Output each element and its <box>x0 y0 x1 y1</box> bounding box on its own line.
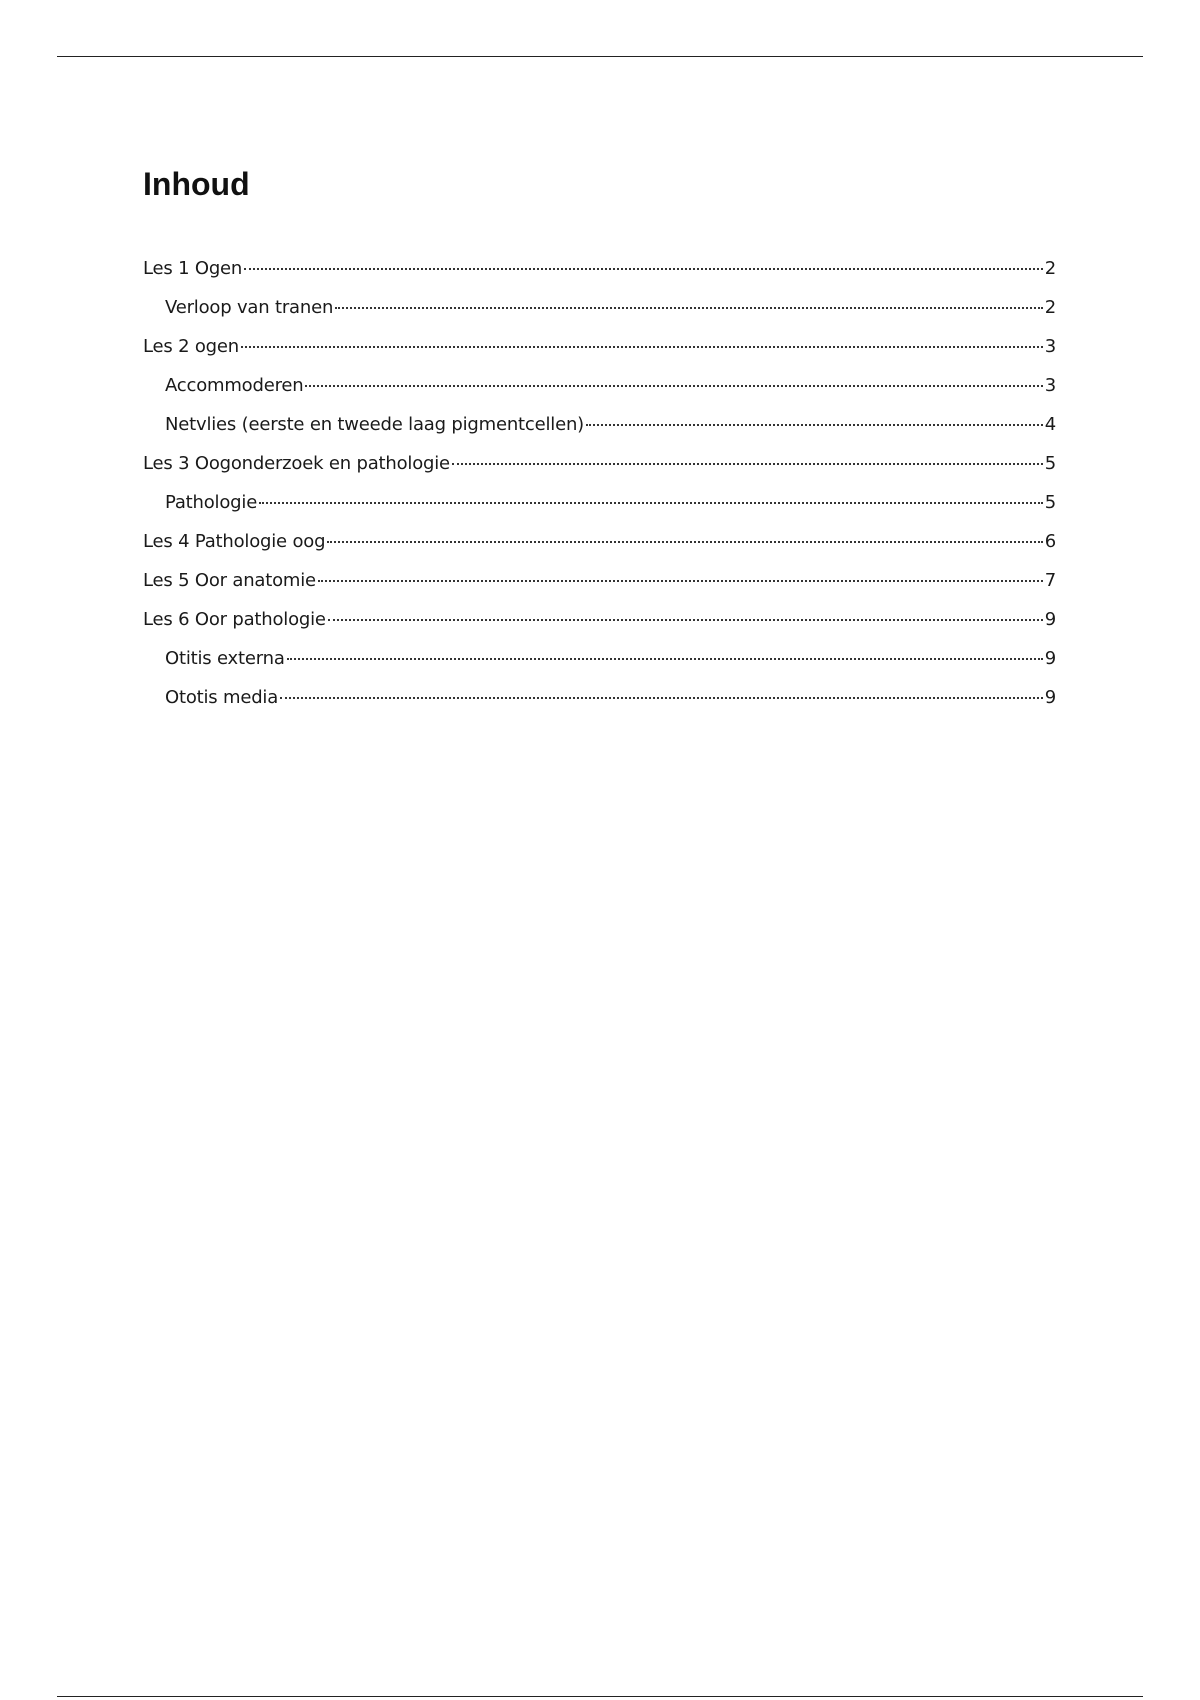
dot-leader <box>452 463 1043 465</box>
toc-entry-page: 2 <box>1044 297 1056 318</box>
toc-entry-les-1-ogen[interactable] <box>143 256 1056 281</box>
toc-entry-title: Les 3 Oogonderzoek en pathologie <box>143 453 450 474</box>
toc-entry-page: 5 <box>1044 453 1056 474</box>
toc-entry-otitis-externa[interactable] <box>143 646 1056 671</box>
dot-leader <box>287 658 1043 660</box>
dot-leader <box>244 268 1043 270</box>
toc-entry-page: 3 <box>1044 375 1056 396</box>
toc-entry-title: Les 4 Pathologie oog <box>143 531 326 552</box>
dot-leader <box>318 580 1043 582</box>
dot-leader <box>241 346 1043 348</box>
toc-entry-page: 5 <box>1044 492 1056 513</box>
toc-entry-accommoderen[interactable] <box>143 373 1056 398</box>
toc-entry-pathologie[interactable] <box>143 490 1056 515</box>
toc-entry-page: 9 <box>1044 687 1056 708</box>
dot-leader <box>328 619 1043 621</box>
toc-entry-page: 7 <box>1044 570 1056 591</box>
toc-entry-ototis-media[interactable] <box>143 685 1056 710</box>
toc-entry-title: Les 6 Oor pathologie <box>143 609 326 630</box>
toc-entry-page: 4 <box>1044 414 1056 435</box>
toc-entry-page: 6 <box>1044 531 1056 552</box>
toc-entry-les-3-oogonderzoek[interactable] <box>143 451 1056 476</box>
toc-entry-title: Otitis externa <box>165 648 285 669</box>
toc-entry-page: 9 <box>1044 609 1056 630</box>
dot-leader <box>259 502 1043 504</box>
toc-entry-page: 2 <box>1044 258 1056 279</box>
dot-leader <box>280 697 1043 699</box>
toc-entry-les-4-pathologie-oog[interactable] <box>143 529 1056 554</box>
header-rule <box>57 56 1143 57</box>
toc-title: Inhoud <box>143 166 250 202</box>
dot-leader <box>305 385 1042 387</box>
toc-entry-title: Accommoderen <box>165 375 304 396</box>
dot-leader <box>327 541 1042 543</box>
toc-entry-les-5-oor-anatomie[interactable] <box>143 568 1056 593</box>
toc-entry-title: Les 5 Oor anatomie <box>143 570 316 591</box>
toc-entry-les-2-ogen[interactable] <box>143 334 1056 359</box>
toc-entry-verloop-van-tranen[interactable] <box>143 295 1056 320</box>
toc-entry-page: 3 <box>1044 336 1056 357</box>
toc-entry-page: 9 <box>1044 648 1056 669</box>
toc-entry-netvlies[interactable] <box>143 412 1056 437</box>
dot-leader <box>335 307 1043 309</box>
dot-leader <box>586 424 1043 426</box>
toc-entry-title: Ototis media <box>165 687 279 708</box>
toc-entry-title: Netvlies (eerste en tweede laag pigmentcellen) <box>165 414 584 435</box>
table-of-contents <box>143 256 1056 710</box>
footer-rule <box>57 1696 1143 1697</box>
toc-entry-title: Les 1 Ogen <box>143 258 243 279</box>
toc-entry-les-6-oor-pathologie[interactable] <box>143 607 1056 632</box>
toc-entry-title: Pathologie <box>165 492 258 513</box>
toc-entry-title: Verloop van tranen <box>165 297 334 318</box>
toc-entry-title: Les 2 ogen <box>143 336 239 357</box>
